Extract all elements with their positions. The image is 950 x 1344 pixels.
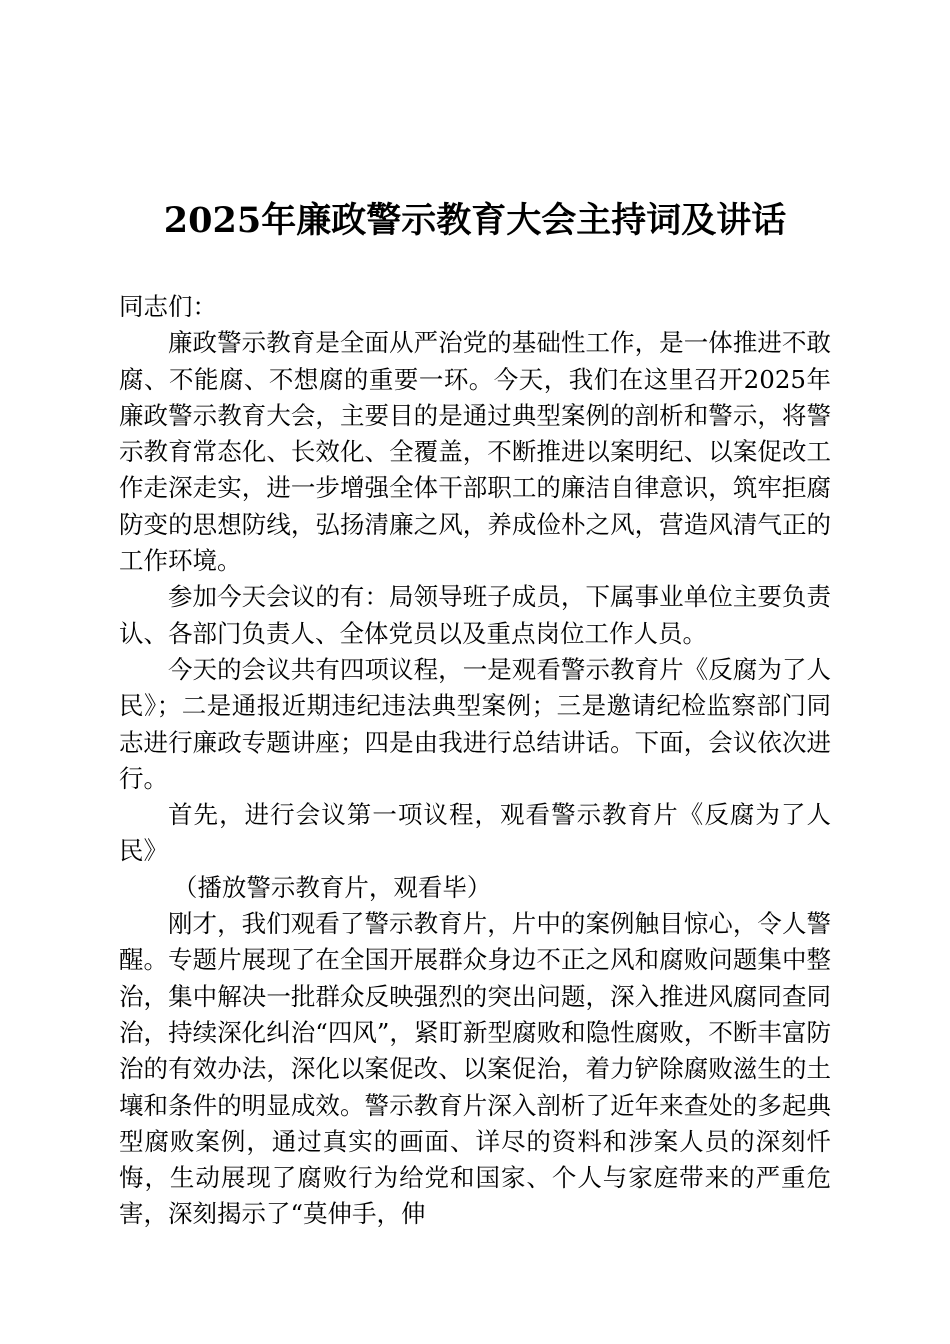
document-title: 2025年廉政警示教育大会主持词及讲话	[163, 200, 787, 241]
paragraph-agenda: 今天的会议共有四项议程，一是观看警示教育片《反腐为了人民》；二是通报近期违纪违法典型案例；三是邀请纪检监察部门同志进行廉政专题讲座；四是由我进行总结讲话。下面，会议依次进行。	[119, 654, 831, 793]
paragraph-intro: 廉政警示教育是全面从严治党的基础性工作，是一体推进不敢腐、不能腐、不想腐的重要一环。今天，我们在这里召开2025年廉政警示教育大会，主要目的是通过典型案例的剖析和警示，将警示教育常态化、长效化、全覆盖，不断推进以案明纪、以案促改工作走深走实，进一步增强全体干部职工的廉洁自律意识，筑牢拒腐防变的思想防线，弘扬清廉之风，养成俭朴之风，营造风清气正的工作环境。	[119, 328, 831, 576]
paragraph-first-item: 首先，进行会议第一项议程，观看警示教育片《反腐为了人民》	[119, 800, 831, 866]
paragraph-attendees: 参加今天会议的有：局领导班子成员，下属事业单位主要负责认、各部门负责人、全体党员以及重点岗位工作人员。	[119, 582, 831, 648]
paragraph-reflection: 刚才，我们观看了警示教育片，片中的案例触目惊心，令人警醒。专题片展现了在全国开展群众身边不正之风和腐败问题集中整治，集中解决一批群众反映强烈的突出问题，深入推进风腐同查同治，持续深化纠治“四风”，紧盯新型腐败和隐性腐败，不断丰富防治的有效办法，深化以案促改、以案促治，着力铲除腐败滋生的土壤和条件的明显成效。警示教育片深入剖析了近年来查处的多起典型腐败案例，通过真实的画面、详尽的资料和涉案人员的深刻忏悔，生动展现了腐败行为给党和国家、个人与家庭带来的严重危害，深刻揭示了“莫伸手，伸	[119, 909, 831, 1229]
salutation: 同志们：	[119, 292, 217, 321]
document-body	[119, 289, 831, 1233]
stage-note: （播放警示教育片，观看毕）	[172, 872, 492, 902]
